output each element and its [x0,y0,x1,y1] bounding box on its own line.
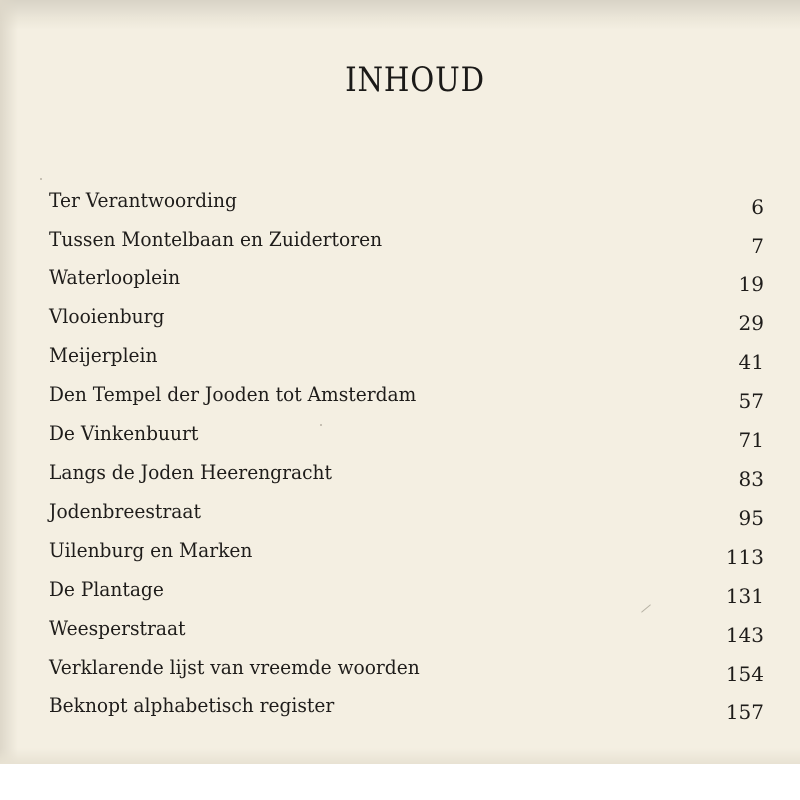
toc-entry-page: 113 [725,545,764,569]
toc-entry [0,693,800,723]
toc-entry-title: Beknopt alphabetisch register [49,693,335,717]
toc-entry [0,577,800,607]
toc-entry-page: 143 [725,623,764,647]
scan-shadow-bottom [0,748,800,764]
toc-entry [0,499,800,529]
toc-entry [0,343,800,373]
toc-entry-title: Uilenburg en Marken [49,538,253,562]
toc-entry-page: 131 [725,584,764,608]
toc-entry [0,188,800,218]
toc-entry [0,655,800,685]
toc-entry-page: 83 [738,467,764,491]
toc-entry-page: 19 [738,272,764,296]
paper-speck [320,424,322,426]
toc-entry [0,382,800,412]
scan-shadow-top [0,0,800,30]
toc-entry-title: De Plantage [49,577,164,601]
toc-entry-title: Weesperstraat [49,616,186,640]
toc-entry [0,616,800,646]
toc-entry-title: Verklarende lijst van vreemde woorden [49,655,420,679]
toc-entry-title: Waterlooplein [49,265,181,289]
toc-entry-page: 7 [751,234,764,258]
paper-speck [40,178,42,180]
toc-entry-page: 95 [738,506,764,530]
toc-entry-page: 157 [725,700,764,724]
toc-entry-title: Tussen Montelbaan en Zuidertoren [49,227,383,251]
toc-entry-title: Ter Verantwoording [49,188,237,212]
toc-entry [0,304,800,334]
toc-entry-title: De Vinkenbuurt [49,421,199,445]
toc-entry-page: 154 [725,662,764,686]
toc-entry-title: Langs de Joden Heerengracht [49,460,332,484]
toc-entry [0,227,800,257]
toc-entry-page: 71 [738,428,764,452]
toc-entry-page: 6 [751,195,764,219]
toc-entry [0,538,800,568]
toc-entry-page: 57 [738,389,764,413]
toc-entry [0,265,800,295]
page-title: INHOUD [345,60,485,100]
toc-entry-page: 41 [738,350,764,374]
toc-entry [0,460,800,490]
toc-entry-page: 29 [738,311,764,335]
toc-entry-title: Jodenbreestraat [49,499,201,523]
toc-entry-title: Vlooienburg [49,304,165,328]
scan-margin-bottom [0,764,800,800]
table-of-contents [0,188,800,748]
toc-entry-title: Meijerplein [49,343,158,367]
toc-entry-title: Den Tempel der Jooden tot Amsterdam [49,382,417,406]
toc-entry [0,421,800,451]
